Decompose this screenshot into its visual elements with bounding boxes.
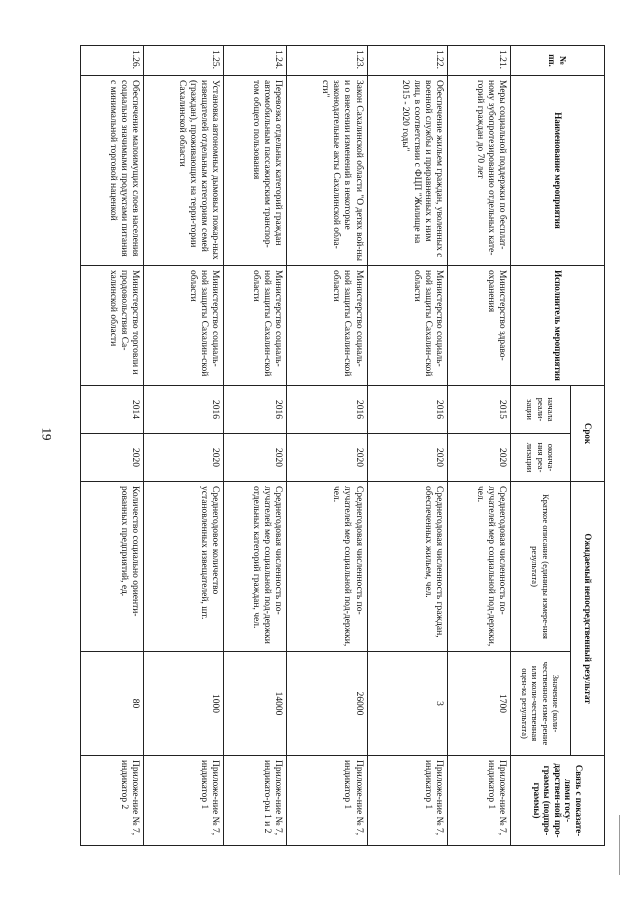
cell-name: Обеспечение жильем граждан, уволенных с военной службы и приравненных к ним лиц, в соответствии с ФЦП "Жилище на 2015 - 2020 годы" <box>367 76 447 266</box>
cell-desc: Среднегодовая численность по-лучателей мер социальной под-держки отдельных категорий граждан, чел. <box>224 482 287 652</box>
cell-value: 80 <box>81 652 144 756</box>
cell-num: 1.25. <box>144 46 224 76</box>
cell-end: 2020 <box>448 434 511 482</box>
header-term: Срок <box>571 386 605 482</box>
cell-end: 2020 <box>81 434 144 482</box>
cell-name: Перевозка отдельных категорий граждан автомобильным пассажирским транспор-том общего пользования <box>224 76 287 266</box>
scan-margin-line <box>619 815 620 875</box>
cell-num: 1.22. <box>367 46 447 76</box>
cell-link: Приложе-ние № 7, индикатор 1 <box>144 756 224 846</box>
table-row <box>448 46 511 846</box>
cell-link: Приложе-ние № 7, индикатор 1 <box>367 756 447 846</box>
cell-end: 2020 <box>224 434 287 482</box>
table-row <box>287 46 367 846</box>
cell-desc: Среднегодовая численность по-лучателей мер социальной под-держки, чел. <box>448 482 511 652</box>
cell-executor: Министерство торговли и продовольствия Са-халинской области <box>81 266 144 386</box>
cell-value: 3 <box>367 652 447 756</box>
header-term-end: оконча-ния реа-лизации <box>511 434 571 482</box>
header-link: Связь с показате-лями госу-дарствен-ной про-граммы (подпро-граммы) <box>511 756 605 846</box>
cell-link: Приложе-ние № 7, индикато-ры 1 и 2 <box>224 756 287 846</box>
header-term-start: начала реали-зации <box>511 386 571 434</box>
cell-start: 2016 <box>367 386 447 434</box>
cell-value: 1700 <box>448 652 511 756</box>
cell-name: Меры социальной поддержки по бесплат-ному зубопротезированию отдельных кате-горий граждан до 70 лет <box>448 76 511 266</box>
cell-executor: Министерство социаль-ной защиты Сахалин-ской области <box>224 266 287 386</box>
cell-num: 1.24. <box>224 46 287 76</box>
table-row <box>144 46 224 846</box>
program-activities-table <box>80 45 605 846</box>
page-number: 19 <box>39 427 55 441</box>
cell-value: 1000 <box>144 652 224 756</box>
cell-executor: Министерство социаль-ной защиты Сахалин-ской области <box>287 266 367 386</box>
cell-num: 1.23. <box>287 46 367 76</box>
header-name: Наименование мероприятия <box>511 76 605 266</box>
cell-end: 2020 <box>144 434 224 482</box>
cell-end: 2020 <box>287 434 367 482</box>
cell-executor: Министерство социаль-ной защиты Сахалин-ской области <box>367 266 447 386</box>
cell-num: 1.21. <box>448 46 511 76</box>
table-row <box>224 46 287 846</box>
cell-value: 14000 <box>224 652 287 756</box>
cell-start: 2016 <box>144 386 224 434</box>
cell-name: Закон Сахалинской области "О детях вой-ны и о внесении изменений в некоторые законодательные акты Сахалинской обла-сти" <box>287 76 367 266</box>
header-result: Ожидаемый непосредственный результат <box>571 482 605 756</box>
cell-desc: Среднегодовая численность по-лучателей мер социальной под-держки, чел. <box>287 482 367 652</box>
rotated-table-container <box>80 45 605 845</box>
cell-name: Установка автономных дымовых пожар-ных извещателей отдельным категориям семей (граждан), проживающих на терри-тории Сахалинской области <box>144 76 224 266</box>
cell-executor: Министерство социаль-ной защиты Сахалин-ской области <box>144 266 224 386</box>
header-executor: Исполнитель мероприятия <box>511 266 605 386</box>
cell-executor: Министерство здраво-охранения <box>448 266 511 386</box>
table-row <box>81 46 144 846</box>
cell-end: 2020 <box>367 434 447 482</box>
cell-desc: Количество социально ориенти-рованных предприятий, ед. <box>81 482 144 652</box>
table-row <box>367 46 447 846</box>
cell-desc: Среднегодовая численность граждан, обеспеченных жильем, чел. <box>367 482 447 652</box>
header-num: № пп. <box>511 46 605 76</box>
cell-start: 2016 <box>224 386 287 434</box>
cell-link: Приложе-ние № 7, индикатор 1 <box>287 756 367 846</box>
header-result-value: Значение (коли-чественное изме-рение или коли-чественная оцен-ка результата) <box>511 652 571 756</box>
cell-start: 2015 <box>448 386 511 434</box>
cell-start: 2014 <box>81 386 144 434</box>
header-result-desc: Краткое описание (единицы измере-ния результата) <box>511 482 571 652</box>
cell-desc: Среднегодовое количество установленных извещателей, шт. <box>144 482 224 652</box>
cell-start: 2016 <box>287 386 367 434</box>
header-row-top <box>571 46 605 846</box>
cell-link: Приложе-ние № 7, индикатор 1 <box>448 756 511 846</box>
cell-num: 1.26. <box>81 46 144 76</box>
cell-name: Обеспечение малоимущих слоев населения социально значимыми продуктами питания с минимальной торговой наценкой <box>81 76 144 266</box>
cell-link: Приложе-ние № 7, индикатор 2 <box>81 756 144 846</box>
cell-value: 26000 <box>287 652 367 756</box>
